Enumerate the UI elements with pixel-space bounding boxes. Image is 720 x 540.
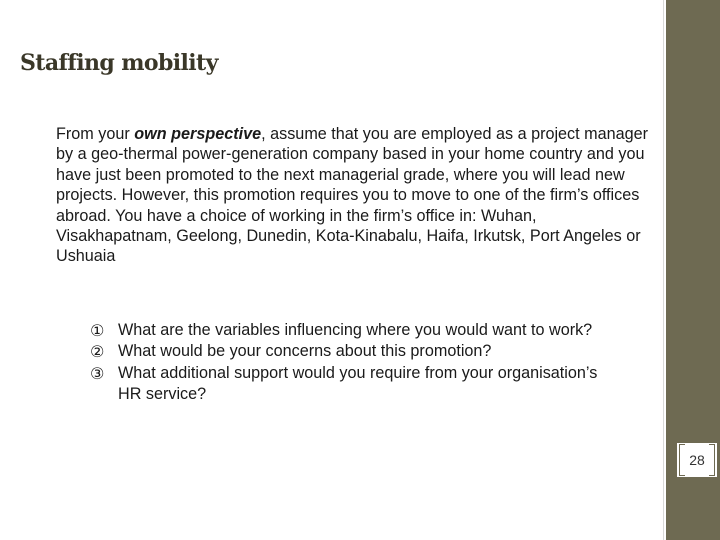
page-number: 28 (689, 452, 705, 468)
question-list (90, 320, 610, 406)
page-number-box (677, 443, 717, 477)
question-item (90, 320, 610, 341)
question-number: ② (90, 342, 105, 362)
question-item (90, 363, 610, 406)
body-paragraph (56, 124, 656, 267)
question-item (90, 341, 610, 362)
paragraph-text-start: From your (56, 125, 135, 143)
question-text: What would be your concerns about this promotion? (118, 342, 492, 361)
divider-line (663, 0, 664, 540)
slide-title: Staffing mobility (20, 50, 218, 76)
question-number: ③ (90, 363, 105, 383)
paragraph-text-end: , assume that you are employed as a project manager by a geo-thermal power-generation company based in your home country and you have just been promoted to the next managerial grade, where you will lead new projects. However, this promotion requires you to move to one of the firm’s offices abroad. You have a choice of working in the firm’s office in: Wuhan, Visakhapatnam, Geelong, Dunedin, Kota-Kinabalu, Haifa, Irkutsk, Port Angeles or Ushuaia (56, 125, 649, 266)
question-text: What are the variables influencing where you would want to work? (118, 321, 593, 339)
question-text: What additional support would you require from your organisation’s HR service? (118, 363, 598, 404)
question-number: ① (90, 321, 105, 340)
paragraph-emphasis: own perspective (134, 125, 262, 143)
